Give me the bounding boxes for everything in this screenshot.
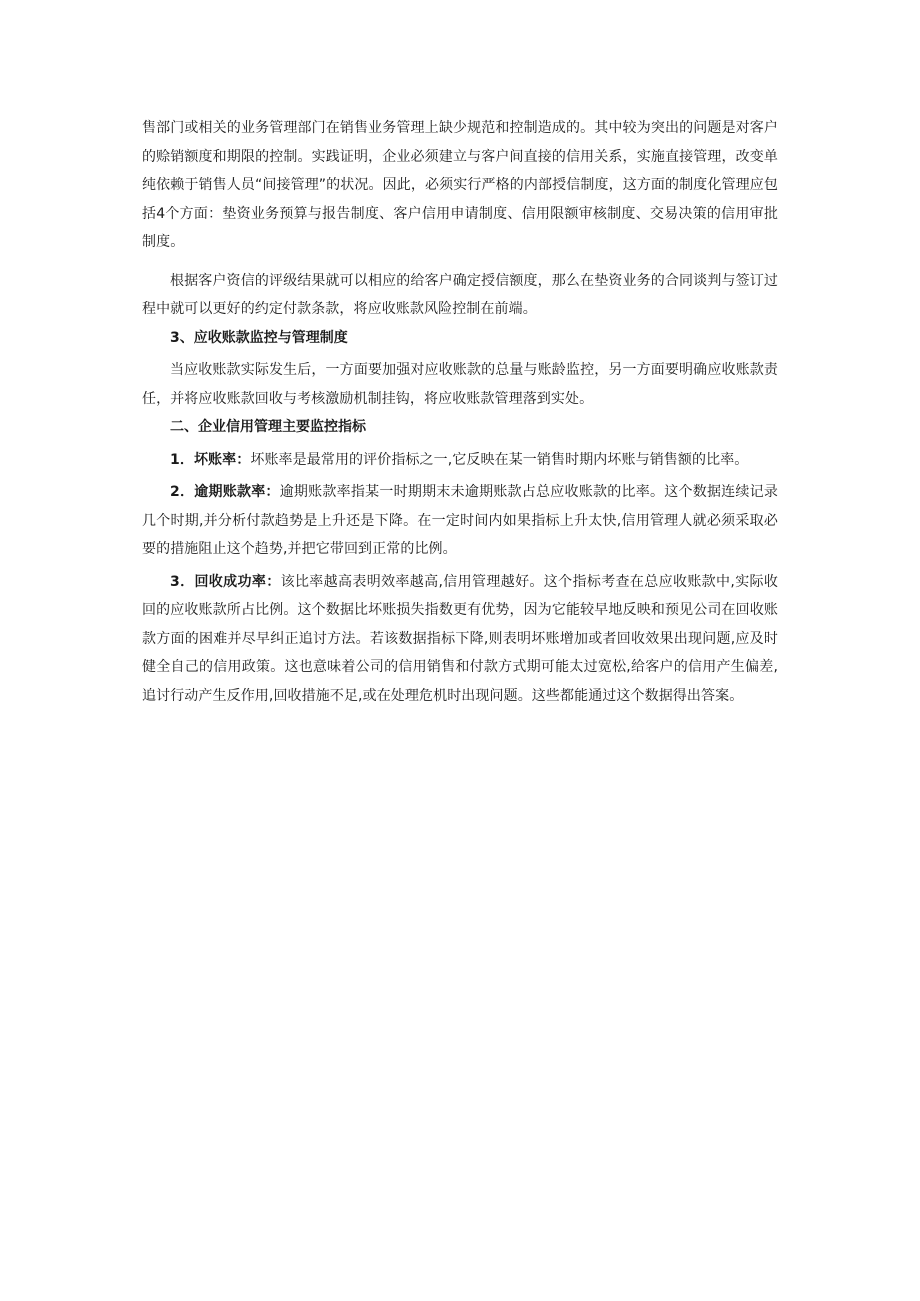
indicator-label: 3．回收成功率：: [170, 573, 281, 590]
paragraph-internal-credit-system: 售部门或相关的业务管理部门在销售业务管理上缺少规范和控制造成的。其中较为突出的问题是对客户的赊销额度和期限的控制。实践证明，企业必须建立与客户间直接的信用关系，实施直接管理，改变单纯依赖于销售人员“间接管理”的状况。因此，必须实行严格的内部授信制度，这方面的制度化管理应包括4个方面：垫资业务预算与报告制度、客户信用申请制度、信用限额审核制度、交易决策的信用审批制度。: [142, 120, 778, 250]
indicator-bad-debt-rate: [142, 446, 778, 475]
document-body: [142, 114, 778, 710]
indicator-text: 坏账率是最常用的评价指标之一,它反映在某一销售时期内坏账与销售额的比率。: [250, 451, 749, 468]
paragraph-credit-limit: 根据客户资信的评级结果就可以相应的给客户确定授信额度，那么在垫资业务的合同谈判与签订过程中就可以更好的约定付款条款，将应收账款风险控制在前端。: [142, 272, 778, 317]
heading-credit-indicators: 二、企业信用管理主要监控指标: [170, 419, 366, 435]
indicator-text: 该比率越高表明效率越高,信用管理越好。这个指标考查在总应收账款中,实际收回的应收账款所占比例。这个数据比坏账损失指数更有优势，因为它能较早地反映和预见公司在回收账款方面的困难并尽早纠正追讨方法。若该数据指标下降,则表明坏账增加或者回收效果出现问题,应及时健全自己的信用政策。这也意味着公司的信用销售和付款方式期可能太过宽松,给客户的信用产生偏差,追讨行动产生反作用,回收措施不足,或在处理危机时出现问题。这些都能通过这个数据得出答案。: [142, 573, 779, 704]
paragraph-receivables-control: 当应收账款实际发生后，一方面要加强对应收账款的总量与账龄监控，另一方面要明确应收账款责任，并将应收账款回收与考核激励机制挂钩，将应收账款管理落到实处。: [142, 362, 778, 407]
indicator-label: 2．逾期账款率：: [170, 484, 280, 500]
indicator-label: 1．坏账率：: [170, 451, 251, 468]
indicator-overdue-rate: [142, 478, 778, 564]
heading-receivables-monitoring: 3、应收账款监控与管理制度: [170, 329, 348, 346]
indicator-collection-success-rate: [142, 568, 778, 711]
indicator-text: 逾期账款率指某一时期期末未逾期账款占总应收账款的比率。这个数据连续记录几个时期,并分析付款趋势是上升还是下降。在一定时间内如果指标上升太快,信用管理人就必须采取必要的措施阻止这个趋势,并把它带回到正常的比例。: [142, 484, 779, 557]
